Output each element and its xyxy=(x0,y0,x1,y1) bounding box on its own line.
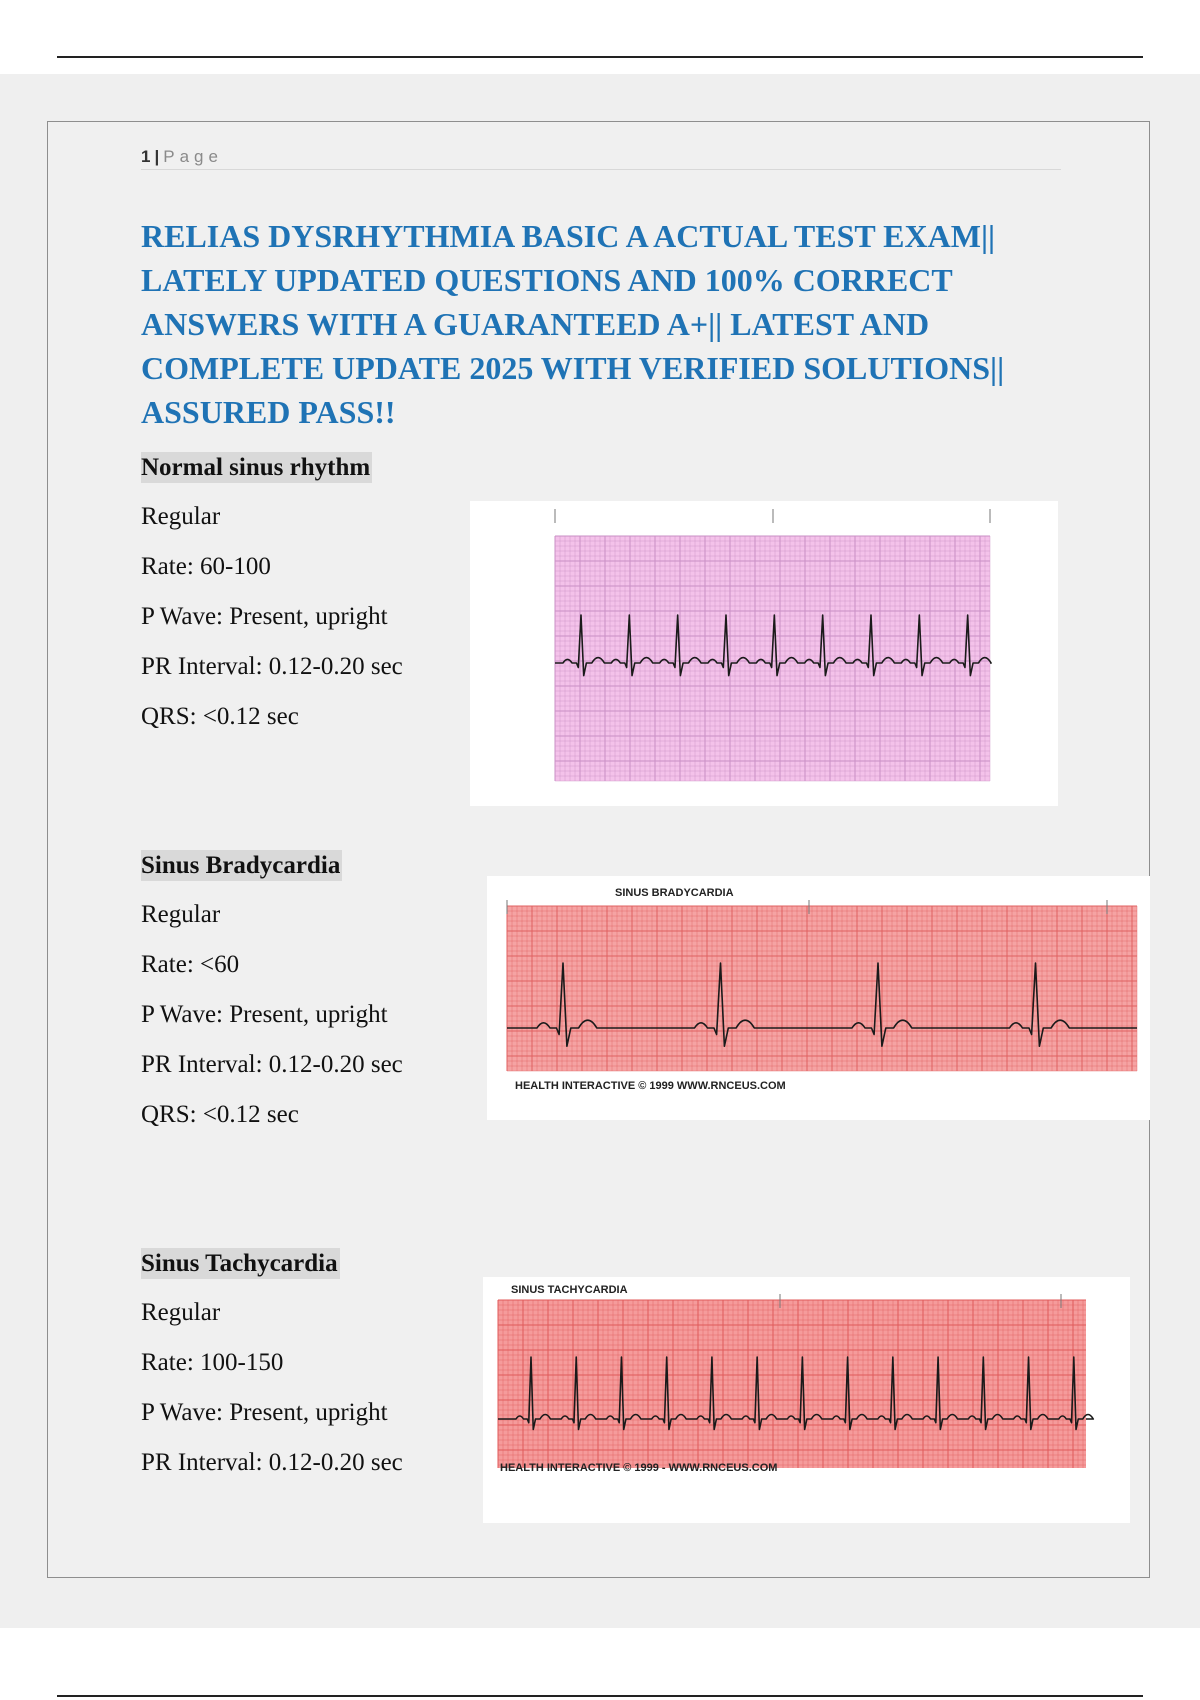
page-label: Page xyxy=(163,147,223,166)
section-sinus-bradycardia xyxy=(141,850,471,1130)
top-rule xyxy=(57,56,1143,58)
section-line: P Wave: Present, upright xyxy=(141,1399,388,1426)
ecg-strip-sinus-bradycardia xyxy=(487,876,1150,1120)
ecg-strip-caption: SINUS TACHYCARDIA xyxy=(511,1284,628,1296)
section-line: PR Interval: 0.12-0.20 sec xyxy=(141,1051,403,1078)
section-line: PR Interval: 0.12-0.20 sec xyxy=(141,653,403,680)
ecg-strip-image xyxy=(470,501,1058,806)
section-line: QRS: <0.12 sec xyxy=(141,1101,299,1128)
section-heading: Sinus Tachycardia xyxy=(141,1250,338,1277)
section-line: Rate: <60 xyxy=(141,951,240,978)
section-line: PR Interval: 0.12-0.20 sec xyxy=(141,1449,403,1476)
section-line: Regular xyxy=(141,1299,221,1326)
section-line: Regular xyxy=(141,503,221,530)
section-line: Regular xyxy=(141,901,221,928)
ecg-strip-normal-sinus xyxy=(470,501,1058,806)
bottom-rule xyxy=(57,1695,1143,1697)
section-line: Rate: 100-150 xyxy=(141,1349,284,1376)
ecg-strip-image xyxy=(487,876,1150,1120)
ecg-strip-sinus-tachycardia xyxy=(483,1277,1130,1523)
ecg-strip-caption: SINUS BRADYCARDIA xyxy=(615,887,734,899)
ecg-strip-image xyxy=(483,1277,1130,1523)
section-heading: Normal sinus rhythm xyxy=(141,454,371,481)
section-sinus-tachycardia xyxy=(141,1248,471,1478)
page-number-header xyxy=(141,147,1061,170)
ecg-strip-credit: HEALTH INTERACTIVE © 1999 - WWW.RNCEUS.COM xyxy=(500,1462,778,1474)
page-number-separator: | xyxy=(154,147,160,166)
section-normal-sinus-rhythm xyxy=(141,452,471,732)
section-line: P Wave: Present, upright xyxy=(141,603,388,630)
section-line: Rate: 60-100 xyxy=(141,553,271,580)
document-page xyxy=(47,121,1150,1578)
section-line: P Wave: Present, upright xyxy=(141,1001,388,1028)
section-heading: Sinus Bradycardia xyxy=(141,852,341,879)
ecg-strip-credit: HEALTH INTERACTIVE © 1999 WWW.RNCEUS.COM xyxy=(515,1080,786,1092)
document-title: RELIAS DYSRHYTHMIA BASIC A ACTUAL TEST EXAM|| LATELY UPDATED QUESTIONS AND 100% CORRECT ANSWERS WITH A GUARANTEED A+|| LATEST AND COMPLETE UPDATE 2025 WITH VERIFIED SOLUTIONS|| ASSURED PASS!! xyxy=(141,218,1005,430)
page-number: 1 xyxy=(141,147,151,166)
section-line: QRS: <0.12 sec xyxy=(141,703,299,730)
